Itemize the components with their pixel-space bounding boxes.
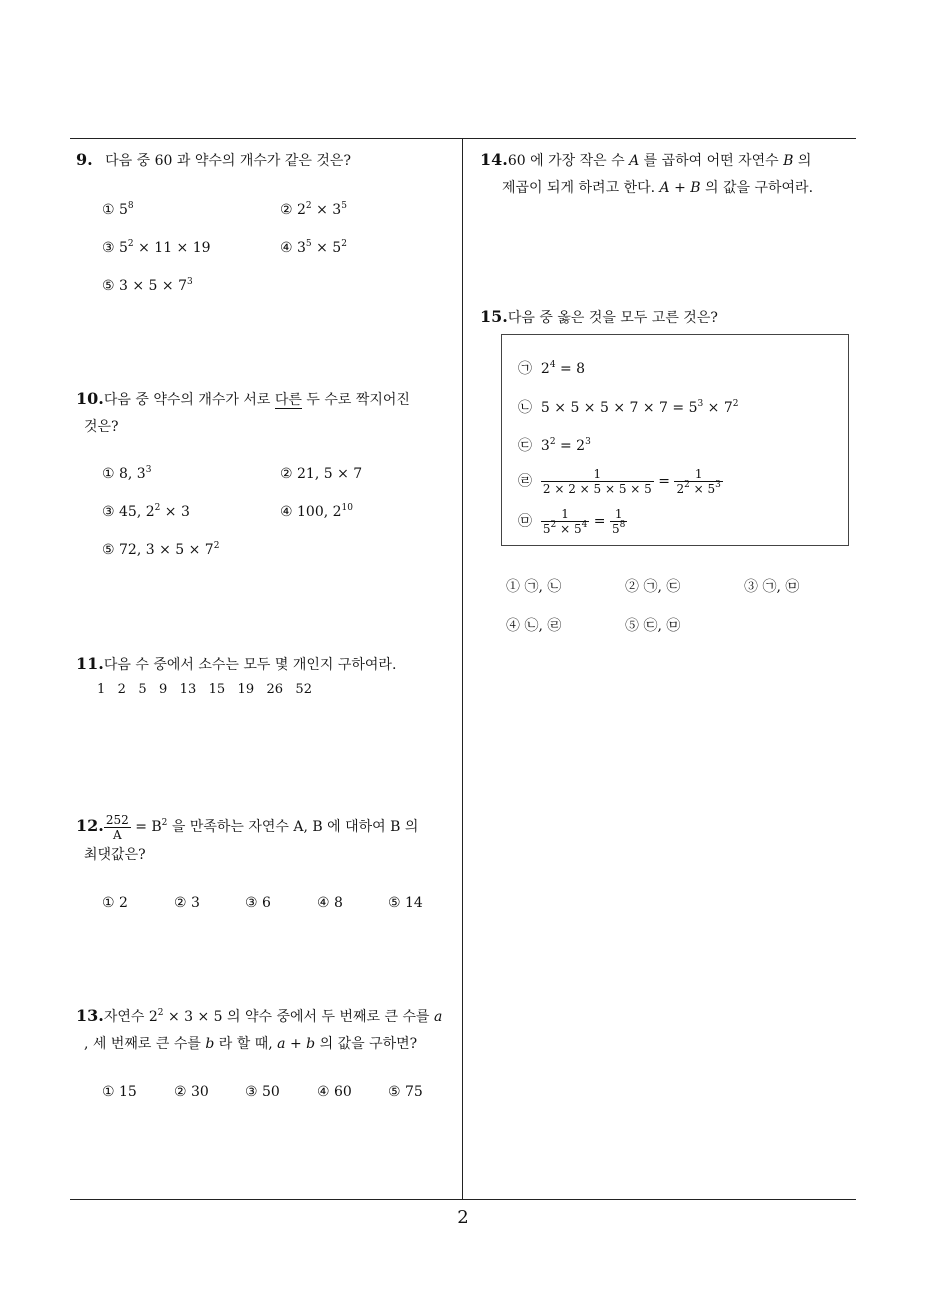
number-list: 1 2 5 9 13 15 19 26 52 bbox=[97, 682, 312, 697]
option-1[interactable]: ① 8, $3^3$ bbox=[102, 465, 152, 482]
bottom-rule bbox=[70, 1199, 856, 1200]
statement-a: ㉠ $2^4 = 8$ bbox=[518, 360, 586, 377]
statement-box bbox=[501, 334, 849, 546]
question-number: 9. bbox=[76, 150, 93, 169]
question-number: 13. bbox=[76, 1006, 104, 1025]
question-number: 10. bbox=[76, 389, 104, 408]
option-1[interactable]: ① 15 bbox=[102, 1084, 137, 1100]
question-number: 14. bbox=[480, 150, 508, 169]
column-divider bbox=[462, 138, 463, 1200]
question-text: 다음 중 옳은 것을 모두 고른 것은? bbox=[507, 310, 718, 326]
option-4[interactable]: ④ $3^5 \times 5^2$ bbox=[280, 239, 347, 256]
question-12: 12. $\frac{252}{A}$ = $B^2$ 을 만족하는 자연수 A, B 에 대하여 B 의 최댓값은? bbox=[76, 812, 419, 863]
top-rule bbox=[70, 138, 856, 139]
question-text: 다음 수 중에서 소수는 모두 몇 개인지 구하여라. bbox=[103, 657, 397, 673]
option-4[interactable]: ④ 8 bbox=[317, 895, 343, 911]
option-4[interactable]: ④ 100, $2^{10}$ bbox=[280, 503, 353, 520]
question-9 bbox=[76, 146, 351, 175]
option-1[interactable]: ① 2 bbox=[102, 895, 128, 911]
question-14: 14.60 에 가장 작은 수 A 를 곱하여 어떤 자연수 B 의 제곱이 되게 하려고 한다. A + B 의 값을 구하여라. bbox=[480, 150, 814, 196]
option-5[interactable]: ⑤ 72, $3 \times 5 \times 7^2$ bbox=[102, 541, 220, 558]
option-4[interactable]: ④ 60 bbox=[317, 1084, 352, 1100]
option-2[interactable]: ② 30 bbox=[174, 1084, 209, 1100]
question-13: 13.자연수 $2^2 \times 3 \times 5$ 의 약수 중에서 두 번째로 큰 수를 a , 세 번째로 큰 수를 b 라 할 때, a + b 의 값을 구하면? bbox=[76, 1006, 443, 1052]
question-text: 다음 중 약수의 개수가 서로 bbox=[103, 392, 275, 408]
option-3[interactable]: ③ 6 bbox=[245, 895, 271, 911]
option-4[interactable]: ④ ㉡, ㉣ bbox=[506, 618, 562, 634]
option-1[interactable]: ① $5^8$ bbox=[102, 201, 134, 218]
question-text: 을 만족하는 자연수 A, B 에 대하여 B 의 bbox=[167, 819, 419, 835]
option-5[interactable]: ⑤ $3 \times 5 \times 7^3$ bbox=[102, 277, 193, 294]
fraction: $\frac{252}{A}$ bbox=[105, 812, 129, 842]
option-3[interactable]: ③ $5^2 \times 11 \times 19$ bbox=[102, 239, 211, 256]
option-3[interactable]: ③ 50 bbox=[245, 1084, 280, 1100]
question-number: 15. bbox=[480, 307, 508, 326]
option-2[interactable]: ② $2^2 \times 3^5$ bbox=[280, 201, 347, 218]
page-number: 2 bbox=[457, 1207, 469, 1228]
option-2[interactable]: ② 3 bbox=[174, 895, 200, 911]
question-10: 10.다음 중 약수의 개수가 서로 다른 두 수로 짝지어진 것은? bbox=[76, 389, 410, 435]
option-5[interactable]: ⑤ 14 bbox=[388, 895, 423, 911]
statement-d: ㉣ $\frac{1}{2 \times 2 \times 5 \times 5 \times 5}$ = $\frac{1}{2^2 \times 5^3}$ bbox=[518, 467, 721, 496]
option-2[interactable]: ② 21, 5 × 7 bbox=[280, 466, 363, 482]
option-3[interactable]: ③ 45, $2^2 \times 3$ bbox=[102, 503, 190, 520]
option-3[interactable]: ③ ㉠, ㉤ bbox=[744, 579, 800, 595]
statement-c: ㉢ $3^2 = 2^3$ bbox=[518, 437, 591, 454]
statement-e: ㉤ $\frac{1}{5^2 \times 5^4}$ = $\frac{1}{5^8}$ bbox=[518, 507, 626, 536]
question-number: 11. bbox=[76, 654, 104, 673]
option-2[interactable]: ② ㉠, ㉢ bbox=[625, 579, 681, 595]
option-5[interactable]: ⑤ ㉢, ㉤ bbox=[625, 618, 681, 634]
option-5[interactable]: ⑤ 75 bbox=[388, 1084, 423, 1100]
option-1[interactable]: ① ㉠, ㉡ bbox=[506, 579, 562, 595]
question-number: 12. bbox=[76, 816, 104, 835]
underlined-word: 다른 bbox=[274, 392, 302, 408]
question-15 bbox=[480, 303, 718, 332]
question-text: 다음 중 60 과 약수의 개수가 같은 것은? bbox=[105, 153, 351, 169]
statement-b: ㉡ $5 \times 5 \times 5 \times 7 \times 7 = 5^3 \times 7^2$ bbox=[518, 399, 739, 416]
question-11 bbox=[76, 650, 396, 679]
